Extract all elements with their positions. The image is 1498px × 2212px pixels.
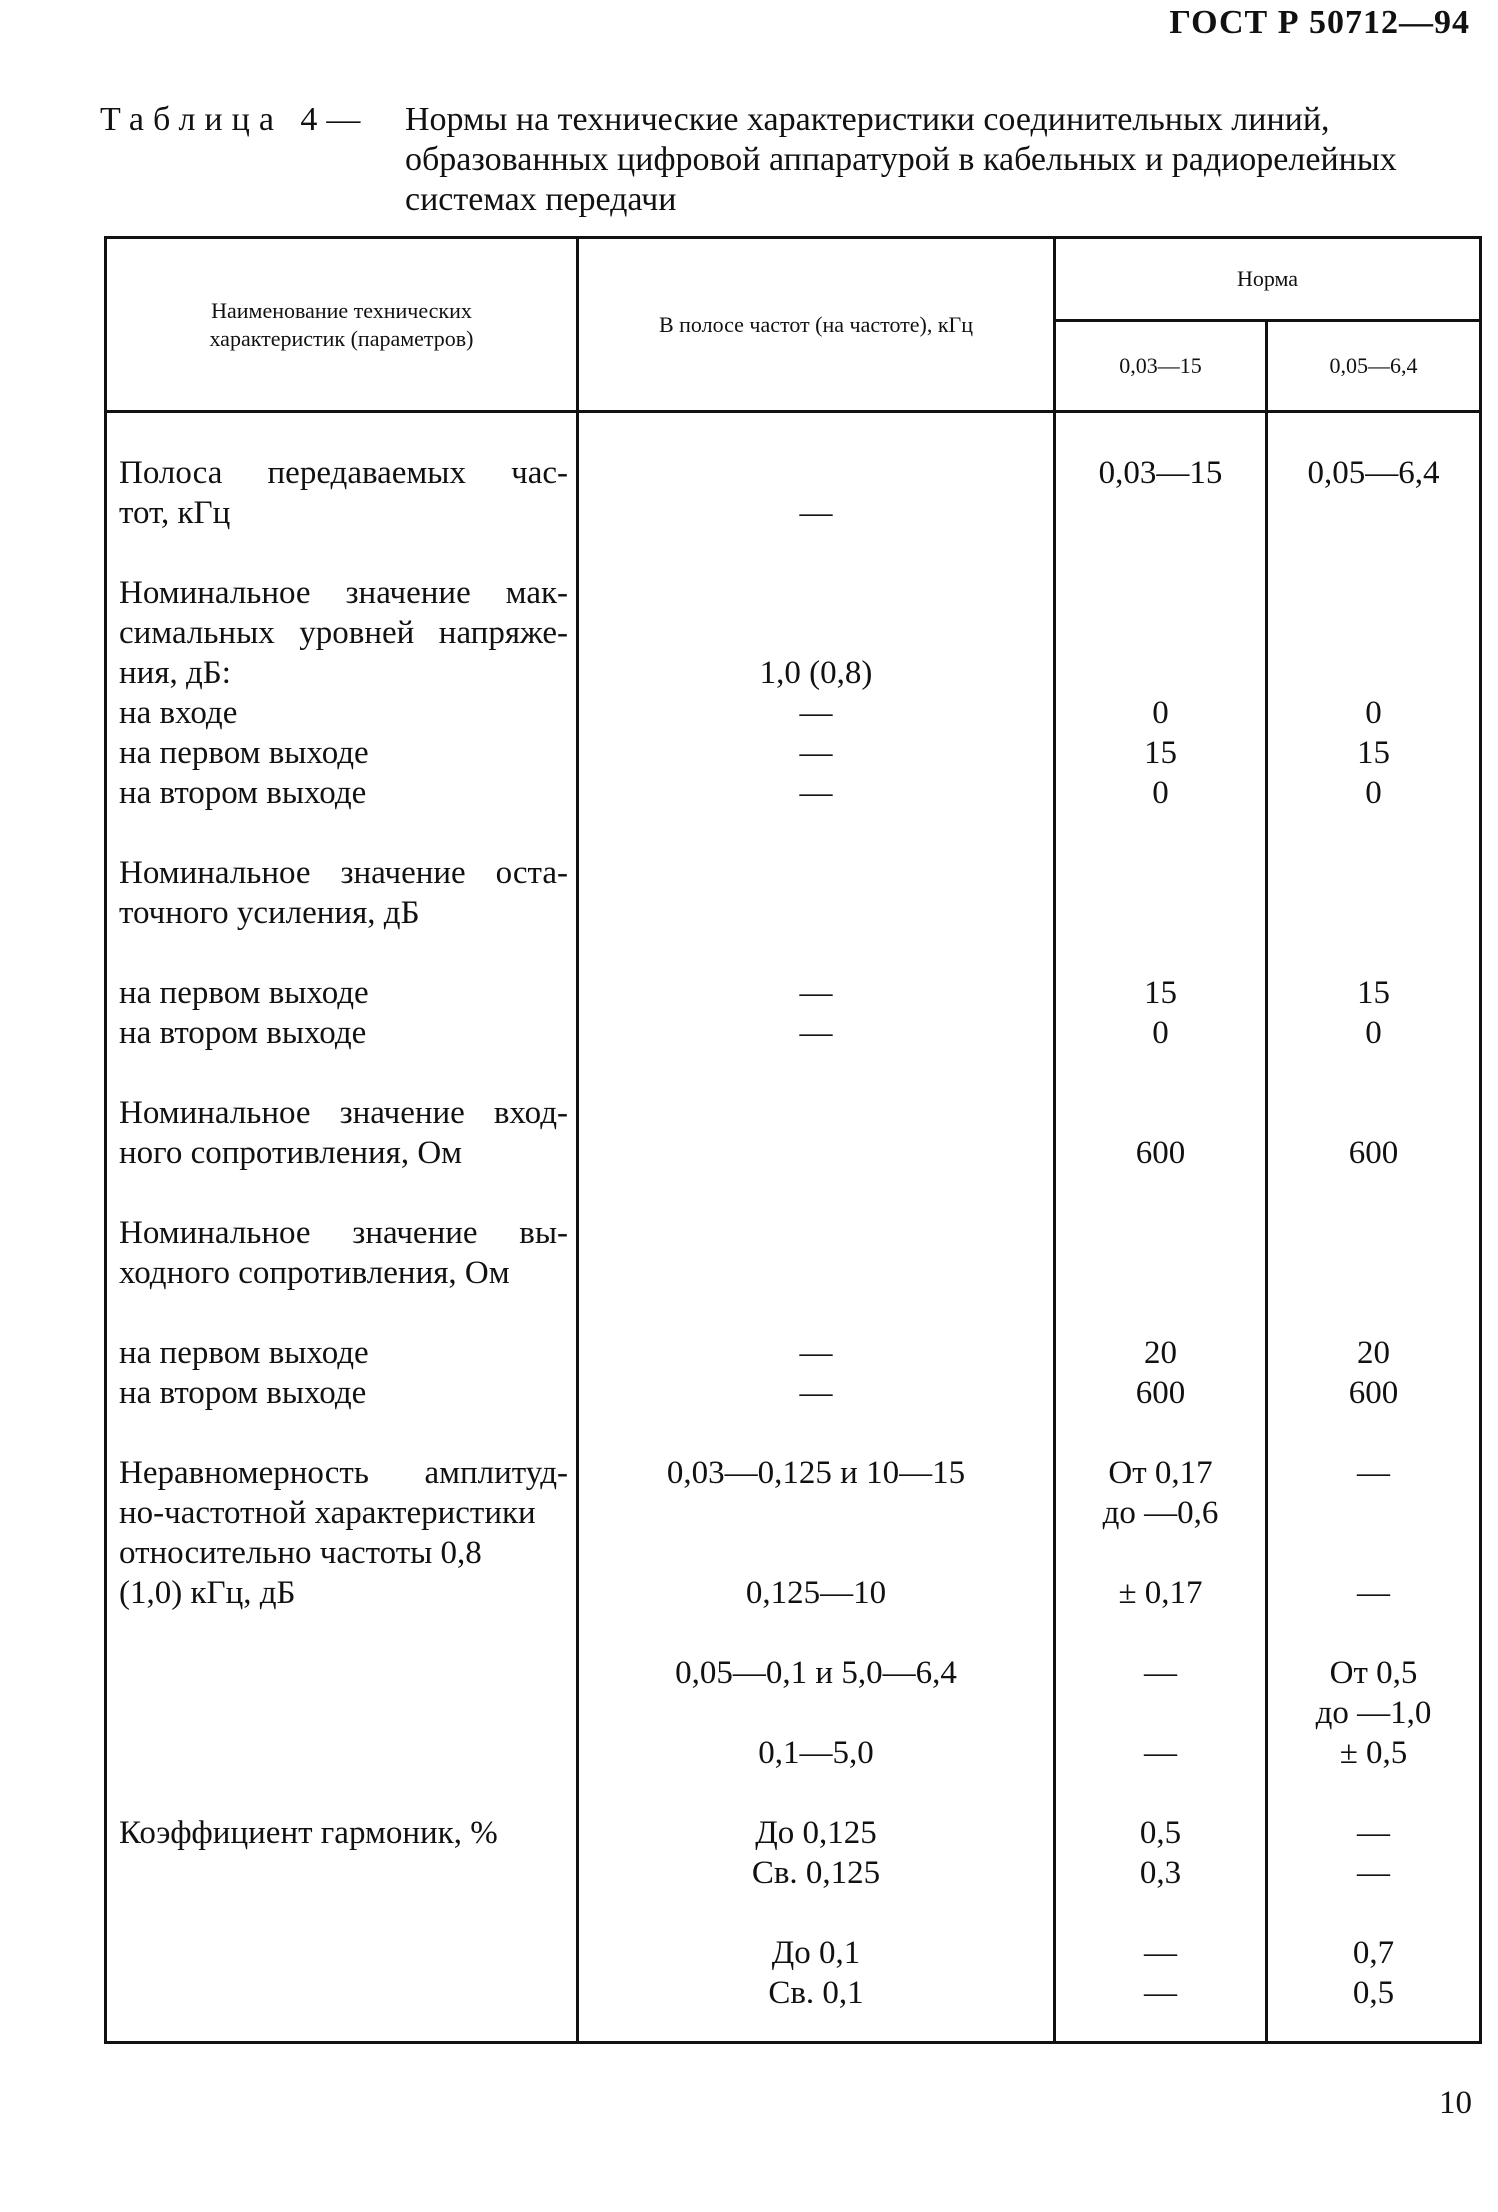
band-value (579, 1893, 1053, 1933)
norm-value (1268, 1413, 1479, 1453)
norm-value (1056, 1213, 1265, 1253)
norm-value (1268, 1773, 1479, 1813)
parameter-line: Номинальное значение мак- (119, 575, 568, 611)
parameter-line: на первом выходе (119, 735, 369, 771)
parameter-line: на втором выходе (119, 775, 367, 811)
norm-value: 600 (1348, 1375, 1399, 1411)
parameter-line: (1,0) кГц, дБ (119, 1575, 296, 1611)
norm-value (1056, 653, 1265, 693)
norm-value (1056, 1173, 1265, 1213)
norm-value: 0,05—6,4 (1307, 455, 1440, 491)
table-caption-label: Таблица 4— (100, 101, 370, 138)
parameter-line: ходного сопротивления, Ом (119, 1255, 510, 1291)
parameter-line: на первом выходе (119, 975, 369, 1011)
band-value: 0,03—0,125 и 10—15 (666, 1455, 966, 1491)
norm-value: до —1,0 (1315, 1695, 1432, 1731)
band-value (579, 1093, 1053, 1133)
column-parameter-name (106, 412, 578, 2043)
norm-value: — (1144, 1975, 1177, 2011)
parameter-line: но-частотной характеристики (119, 1495, 536, 1531)
norm-value: 0,5 (1352, 1975, 1395, 2011)
parameter-line: Номинальное значение вы- (119, 1215, 568, 1251)
band-value (579, 1253, 1053, 1293)
norm-value: — (1357, 1455, 1390, 1491)
norm-value: 0 (1152, 695, 1169, 731)
page-number: 10 (1439, 2085, 1472, 2121)
norm-value (1056, 1893, 1265, 1933)
norm-value: 0,03—15 (1098, 455, 1223, 491)
band-value: Св. 0,1 (768, 1975, 864, 2011)
norm-value (1268, 1173, 1479, 1213)
band-value (579, 1053, 1053, 1093)
parameter-line: на входе (119, 695, 238, 731)
band-value (579, 613, 1053, 653)
norm-value (1268, 1213, 1479, 1253)
parameter-line: Полоса передаваемых час- (119, 455, 568, 491)
caption-line: образованных цифровой аппаратурой в кабельных и радиорелейных (405, 141, 1397, 178)
band-value: Св. 0,125 (751, 1855, 881, 1891)
parameter-line (119, 1613, 568, 1653)
band-value (579, 533, 1053, 573)
parameter-line: симальных уровней напряже- (119, 615, 568, 651)
norm-value: От 0,17 (1108, 1455, 1213, 1491)
band-value (579, 1293, 1053, 1333)
parameter-line (119, 1853, 568, 1893)
norm-value: — (1144, 1935, 1177, 1971)
norm-value: — (1357, 1575, 1390, 1611)
norm-value: — (1144, 1655, 1177, 1691)
norm-value (1268, 493, 1479, 533)
norm-value: 0 (1152, 775, 1169, 811)
band-value: — (799, 495, 833, 531)
header-line: характеристик (параметров) (209, 325, 474, 351)
norm-value (1268, 933, 1479, 973)
column-norm-0.03-15 (1055, 412, 1267, 2043)
norm-value (1268, 1533, 1479, 1573)
band-value (579, 933, 1053, 973)
norm-value (1056, 613, 1265, 653)
band-value: — (799, 775, 833, 811)
band-value (579, 1613, 1053, 1653)
band-value (579, 573, 1053, 613)
band-value (579, 1213, 1053, 1253)
norm-value (1268, 1613, 1479, 1653)
norm-value (1268, 853, 1479, 893)
norm-value: 0,5 (1139, 1815, 1182, 1851)
norm-value (1056, 1093, 1265, 1133)
parameter-line: относительно частоты 0,8 (119, 1535, 482, 1571)
parameter-line (119, 1893, 568, 1933)
caption-line: Нормы на технические характеристики соединительных линий, (405, 101, 1330, 138)
parameter-line (119, 933, 568, 973)
norm-value: От 0,5 (1329, 1655, 1418, 1691)
parameter-line: Коэффициент гармоник, % (119, 1815, 498, 1851)
band-value: До 0,1 (771, 1935, 861, 1971)
parameter-line (119, 813, 568, 853)
norm-value (1268, 1293, 1479, 1333)
band-value: 1,0 (0,8) (759, 655, 873, 691)
norm-value (1056, 1053, 1265, 1093)
column-frequency-band (578, 412, 1055, 2043)
band-value: — (799, 1015, 833, 1051)
parameter-line: на втором выходе (119, 1015, 367, 1051)
band-value (579, 1693, 1053, 1733)
band-value: — (799, 975, 833, 1011)
norm-value: 15 (1144, 975, 1177, 1011)
band-value: 0,1—5,0 (758, 1735, 874, 1771)
parameter-line (119, 1653, 568, 1693)
column-norm-0.05-6.4 (1267, 412, 1481, 2043)
norm-value (1056, 933, 1265, 973)
band-value (579, 853, 1053, 893)
table-header (106, 238, 1481, 412)
parameter-line (119, 1733, 568, 1773)
norm-value: — (1357, 1855, 1390, 1891)
norm-value (1056, 1773, 1265, 1813)
norm-value: 600 (1135, 1375, 1186, 1411)
norm-value: — (1357, 1815, 1390, 1851)
norm-value (1268, 1093, 1479, 1133)
parameter-line: тот, кГц (119, 495, 231, 531)
parameter-line: Номинальное значение вход- (119, 1095, 568, 1131)
norm-value: — (1144, 1735, 1177, 1771)
parameter-line: Неравномерность амплитуд- (119, 1455, 568, 1491)
norm-value (1056, 1693, 1265, 1733)
band-value: — (799, 735, 833, 771)
parameter-line: ния, дБ: (119, 655, 231, 691)
norm-value (1056, 1413, 1265, 1453)
band-value: — (799, 695, 833, 731)
band-value: 0,125—10 (745, 1575, 887, 1611)
parameter-line: на втором выходе (119, 1375, 367, 1411)
norm-value (1056, 1253, 1265, 1293)
header-norm-0.05-6.4: 0,05—6,4 (1267, 321, 1481, 412)
caption-line: системах передачи (405, 181, 677, 218)
norm-value (1268, 1053, 1479, 1093)
norm-value: 0,3 (1139, 1855, 1182, 1891)
norm-value: 600 (1135, 1135, 1186, 1171)
norm-value (1268, 1493, 1479, 1533)
norm-value (1056, 533, 1265, 573)
parameter-line (119, 1773, 568, 1813)
norm-value: 0,7 (1352, 1935, 1395, 1971)
parameter-line (119, 1933, 568, 1973)
norm-value (1268, 533, 1479, 573)
norm-value (1056, 853, 1265, 893)
norm-value (1056, 493, 1265, 533)
parameter-line: ного сопротивления, Ом (119, 1135, 463, 1171)
table-caption-title (405, 100, 1498, 220)
norm-value: 0 (1365, 1015, 1382, 1051)
norm-value: ± 0,5 (1339, 1735, 1408, 1771)
band-value: До 0,125 (755, 1815, 877, 1851)
norm-value (1056, 893, 1265, 933)
norm-value (1056, 1613, 1265, 1653)
band-value (579, 453, 1053, 493)
header-parameter-name (106, 238, 578, 412)
parameter-line (119, 1053, 568, 1093)
norm-value: 0 (1365, 695, 1382, 731)
band-value (579, 1173, 1053, 1213)
norm-value: 0 (1152, 1015, 1169, 1051)
standard-designation: ГОСТ Р 50712—94 (1169, 4, 1470, 41)
norm-value: 600 (1348, 1135, 1399, 1171)
header-line: Наименование технических (211, 297, 472, 323)
norm-value (1268, 573, 1479, 613)
parameter-line (119, 1293, 568, 1333)
norm-value (1056, 573, 1265, 613)
norm-value (1268, 613, 1479, 653)
norm-value: 0 (1365, 775, 1382, 811)
band-value: — (799, 1375, 833, 1411)
parameter-line (119, 1173, 568, 1213)
band-value (579, 1773, 1053, 1813)
header-norm: Норма (1055, 238, 1481, 321)
norm-value (1056, 813, 1265, 853)
norm-value (1268, 1893, 1479, 1933)
norm-value: 15 (1357, 735, 1390, 771)
parameter-line (119, 533, 568, 573)
header-frequency-band: В полосе частот (на частоте), кГц (578, 238, 1055, 412)
header-norm-0.03-15: 0,03—15 (1055, 321, 1267, 412)
norm-value (1268, 1253, 1479, 1293)
parameter-line: Номинальное значение оста- (119, 855, 568, 891)
norm-value (1056, 1533, 1265, 1573)
parameter-line (119, 1693, 568, 1733)
norm-value: до —0,6 (1102, 1495, 1219, 1531)
band-value (579, 1133, 1053, 1173)
norm-value: 20 (1144, 1335, 1177, 1371)
norm-value: 20 (1357, 1335, 1390, 1371)
table-body (106, 412, 1481, 2043)
band-value: 0,05—0,1 и 5,0—6,4 (675, 1655, 957, 1691)
band-value (579, 813, 1053, 853)
norm-value: ± 0,17 (1118, 1575, 1203, 1611)
parameter-line: точного усиления, дБ (119, 895, 420, 931)
parameter-line (119, 1973, 568, 2013)
norm-value: 15 (1144, 735, 1177, 771)
band-value: — (799, 1335, 833, 1371)
norms-table (104, 236, 1482, 2044)
norm-value: 15 (1357, 975, 1390, 1011)
norm-value (1268, 653, 1479, 693)
parameter-line: на первом выходе (119, 1335, 369, 1371)
band-value (579, 1493, 1053, 1533)
band-value (579, 1413, 1053, 1453)
norm-value (1056, 1293, 1265, 1333)
norm-value (1268, 813, 1479, 853)
band-value (579, 1533, 1053, 1573)
norm-value (1268, 893, 1479, 933)
parameter-line (119, 1413, 568, 1453)
band-value (579, 893, 1053, 933)
